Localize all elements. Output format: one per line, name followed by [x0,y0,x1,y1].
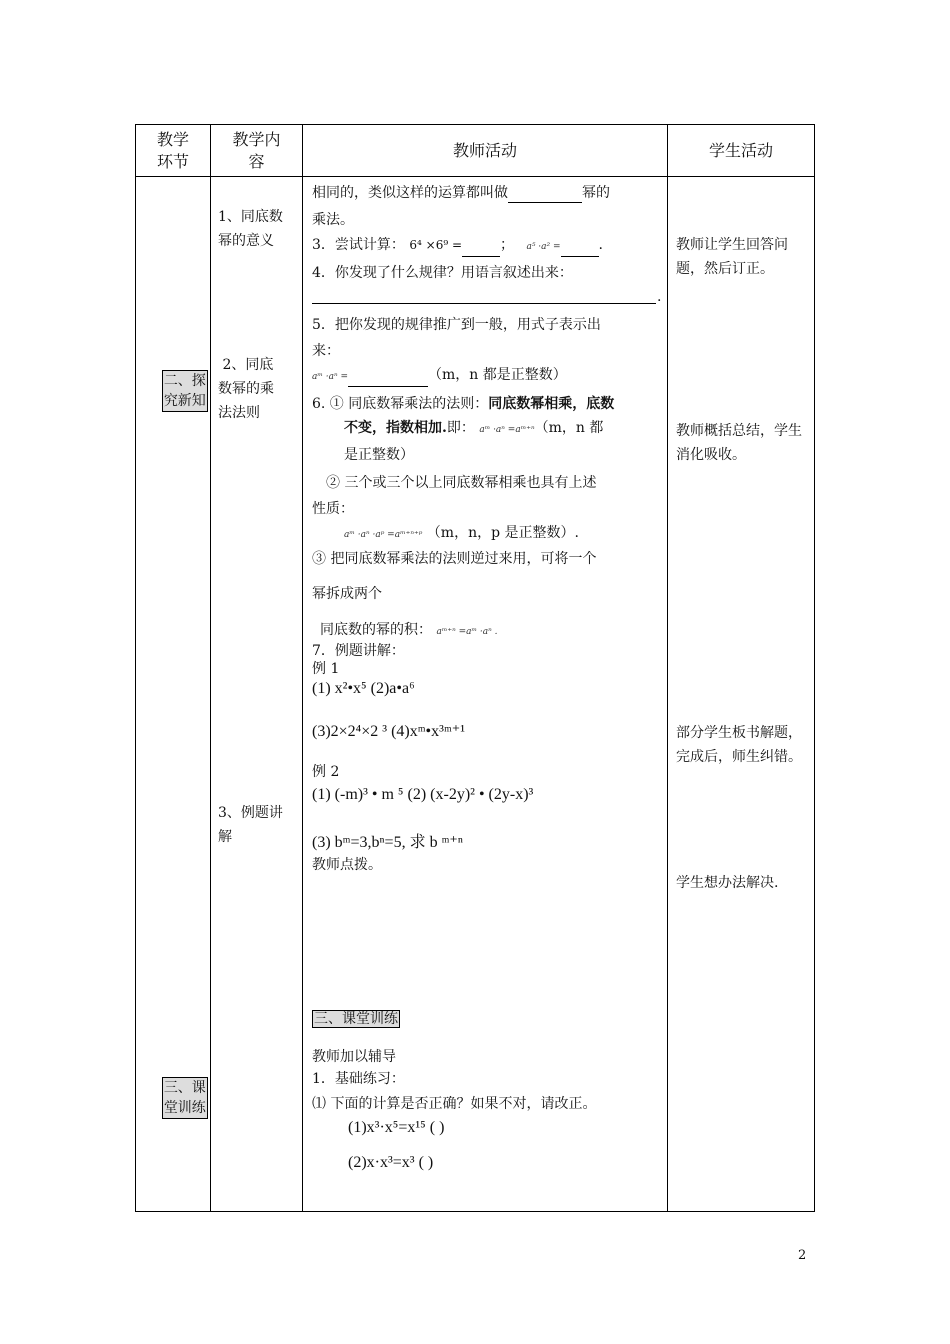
text-span: 6. ① 同底数幂乘法的法则： [312,396,489,412]
text-line: 5．把你发现的规律推广到一般，用式子表示出 [312,317,601,333]
student-activity-1: 教师让学生回答问题，然后订正。 [676,237,788,277]
column-divider [302,125,303,1211]
text-line: 乘法。 [312,212,354,228]
header-stage: 教学 环节 [156,129,189,171]
section-explore-label: 二、探 究新知 [162,370,208,412]
formula: aᵐ ·aⁿ ·aᵖ =aᵐ⁺ⁿ⁺ᵖ [344,530,423,540]
text-span: 幂的 [582,185,610,201]
student-activity-3: 部分学生板书解题，完成后，师生纠错。 [676,725,802,765]
column-divider [667,125,668,1211]
content-item-3: 3、例题讲 解 [218,805,283,845]
text-line [312,365,567,387]
example-line: (1) (-m)³ • m ⁵ (2) (x-2y)² • (2y-x)³ [312,786,534,803]
formula: aᵐ ·aⁿ = [312,372,349,382]
example-line: (1) x²•x⁵ (2)a•a⁶ [312,680,415,697]
text-line: 幂拆成两个 [312,586,382,602]
answer-line [312,303,656,304]
content-item-2: 2、同底 数幂的乘 法法则 [218,357,274,421]
text-span: . [598,237,603,253]
text-line: 例 2 [312,764,340,780]
formula: a⁵ ·a² = [526,242,561,252]
text-line: 教师点拨。 [312,857,382,873]
formula: aᵐ ·aⁿ =aᵐ⁺ⁿ [479,425,535,435]
text-line: ② 三个或三个以上同底数幂相乘也具有上述 [326,475,597,491]
bold-rule: 同底数幂相乘，底数 [488,396,615,412]
section-practice-heading-label: 三、课堂训练 [314,1011,398,1027]
section-practice-label: 三、课 堂训练 [162,1077,208,1119]
exercise-line: (2)x·x³=x³ ( ) [348,1154,434,1171]
header-student: 学生活动 [708,140,773,160]
text-span: （m，n 都是正整数） [428,367,567,383]
text-line: 1．基础练习： [312,1071,405,1087]
text-line: 是正整数） [344,447,414,463]
text-line: ③ 把同底数幂乘法的法则逆过来用，可将一个 [312,551,597,567]
page-number: 2 [798,1248,807,1263]
text-line [344,418,603,440]
lesson-plan-table [135,124,815,1212]
column-divider [210,125,211,1211]
header-teacher: 教师活动 [452,140,517,160]
section-practice-heading [312,1009,400,1029]
text-line: 例 1 [312,661,340,677]
example-line: (3) bᵐ=3,bⁿ=5, 求 b ᵐ⁺ⁿ [312,834,463,851]
section-explore [144,350,208,432]
text-span: 3．尝试计算： [312,237,405,253]
text-span: ； [500,237,515,253]
text-line [312,183,610,203]
section-practice [144,1057,208,1139]
text-line [344,523,579,545]
example-line: (3)2×2⁴×2 ³ (4)xᵐ•x³ᵐ⁺¹ [312,723,466,740]
answer-blank [561,240,599,257]
text-line [320,620,497,642]
header-divider [136,176,814,177]
text-line: 来： [312,343,340,359]
text-line [312,394,614,414]
content-item-1: 1、同底数 幂的意义 [218,209,283,249]
text-span: （m，n，p 是正整数）. [426,525,579,541]
text-span: （m，n 都 [534,420,604,436]
exercise-line: (1)x³·x⁵=x¹⁵ ( ) [348,1119,445,1136]
formula: aᵐ⁺ⁿ =aᵐ ·aⁿ . [436,627,498,637]
text-span: 即： [446,420,475,436]
text-line [312,235,603,257]
bold-rule: 不变，指数相加. [344,420,447,436]
header-content: 教学内 容 [232,129,281,171]
answer-blank [348,370,428,387]
text-line: 4．你发现了什么规律？用语言叙述出来： [312,265,573,281]
text-line: 教师加以辅导 [312,1049,396,1065]
answer-blank [462,240,500,257]
text-line: 性质： [312,501,354,517]
text-span: . [657,289,662,305]
student-activity-2: 教师概括总结，学生消化吸收。 [676,423,802,463]
text-line: ⑴ 下面的计算是否正确？如果不对，请改正。 [312,1096,597,1112]
text-line: 7．例题讲解： [312,643,405,659]
formula: 6⁴ ×6⁹ = [409,238,463,252]
student-activity-4: 学生想办法解决. [676,875,779,891]
text-span: 相同的，类似这样的运算都叫做 [312,185,508,201]
text-span: 同底数的幂的积： [320,622,432,638]
answer-blank [508,186,582,203]
